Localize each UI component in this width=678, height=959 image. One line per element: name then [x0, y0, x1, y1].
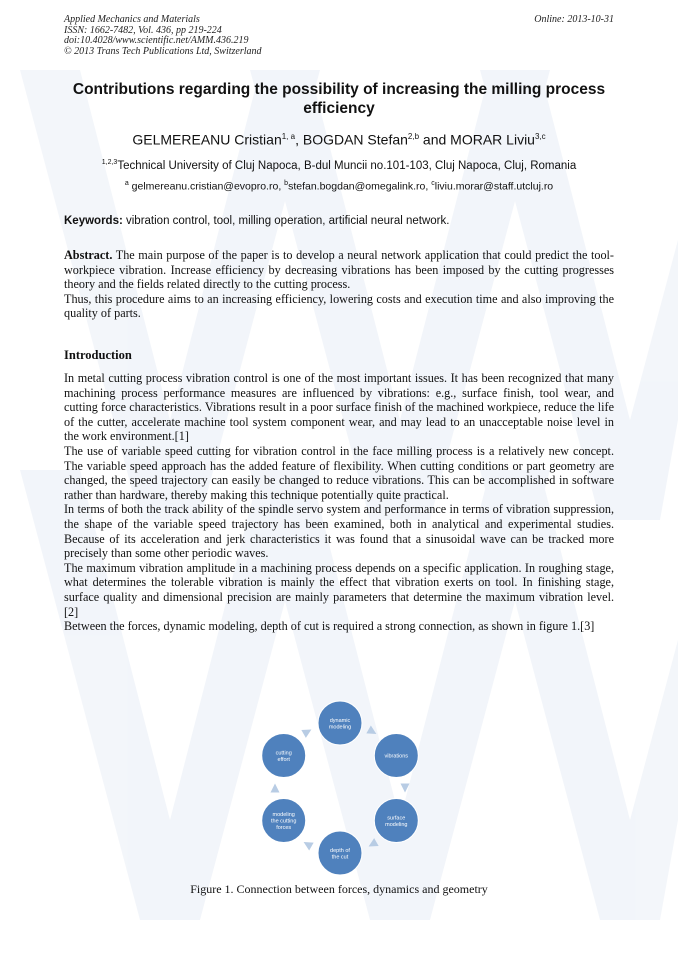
- email-link[interactable]: liviu.morar@staff.utcluj.ro: [434, 180, 554, 193]
- cycle-node: [318, 831, 362, 875]
- cycle-node: [374, 734, 418, 778]
- author-separator: and: [419, 131, 451, 148]
- cycle-node-label: the cut: [331, 854, 349, 861]
- cycle-node-label: modeling: [385, 821, 408, 828]
- author-affiliation-marker: 1, a: [281, 132, 296, 141]
- cycle-node-label: modeling: [272, 812, 295, 818]
- cycle-node-label: effort: [277, 756, 290, 763]
- abstract-paragraph: Thus, this procedure aims to an increasing efficiency, lowering costs and execution time and also improving the quality of parts.: [64, 291, 614, 321]
- affiliation: [40, 156, 638, 173]
- cycle-node-label: depth of: [330, 847, 350, 854]
- introduction-body: [64, 371, 614, 634]
- keywords-label: Keywords:: [64, 215, 123, 227]
- body-paragraph: The use of variable speed cutting for vibration control in the face milling process is a relatively new concept. The variable speed approach has the added feature of flexibility. When cutting conditions or part geometry are changed, the speed trajectory can easily be changed to reduce vibrations. This can be accomplished in software rather than hardware, thereby making this technique potentially quite practical.: [64, 443, 614, 502]
- body-paragraph: Between the forces, dynamic modeling, depth of cut is required a strong connection, as shown in figure 1.[3]: [64, 619, 595, 634]
- cycle-arrow: [366, 726, 376, 734]
- email-marker: c: [431, 180, 435, 187]
- cycle-node-label: cutting: [275, 750, 292, 757]
- body-paragraph: In metal cutting process vibration control is one of the most important issues. It has been recognized that many machining process performance measures are influenced by vibrations: e.g., surface finish, tool wear, and cutting force characteristics. Vibrations result in a poor surface finish of the machined workpiece, reduce the life of the cutter, accelerate machine tool system component wear, and may lead to an unacceptable noise level in the work environment.[1]: [64, 371, 614, 444]
- cycle-arrow: [301, 729, 311, 737]
- author-name: MORAR Liviu: [450, 131, 535, 148]
- cycle-node-label: modeling: [328, 724, 352, 731]
- doi-line: doi:10.4028/www.scientific.net/AMM.436.219: [64, 35, 249, 46]
- abstract-label: Abstract.: [64, 248, 113, 262]
- email-link[interactable]: gelmereanu.cristian@evopro.ro,: [128, 180, 285, 193]
- author-name: BOGDAN Stefan: [302, 131, 408, 148]
- author-name: GELMEREANU Cristian: [132, 131, 282, 148]
- cycle-node-label: surface: [387, 815, 406, 822]
- abstract-paragraph: [64, 248, 614, 292]
- cycle-arrow: [271, 784, 280, 793]
- cycle-node-label: the cutting: [271, 818, 297, 825]
- cycle-node-label: dynamic: [329, 717, 351, 724]
- keywords-text: vibration control, tool, milling operation, artificial neural network.: [122, 215, 450, 227]
- journal-header: [64, 15, 262, 57]
- cycle-arrow: [401, 784, 410, 793]
- cycle-diagram: [240, 700, 440, 875]
- cycle-node: [374, 799, 418, 843]
- author-affiliation-marker: 2,b: [407, 132, 420, 141]
- email-marker: a: [124, 180, 129, 187]
- affiliation-text: Technical University of Cluj Napoca, B-dul Muncii no.101-103, Cluj Napoca, Cluj, Romania: [117, 159, 577, 172]
- cycle-node-label: vibrations: [384, 753, 409, 760]
- email-link[interactable]: stefan.bogdan@omegalink.ro,: [288, 180, 432, 193]
- issn-line: ISSN: 1662-7482, Vol. 436, pp 219-224: [64, 24, 222, 36]
- author-list: [40, 128, 638, 149]
- author-emails: [30, 177, 648, 194]
- body-paragraph: In terms of both the track ability of the spindle servo system and performance in terms of vibration suppression, the shape of the variable speed trajectory has been examined, both in analytical and experimental studies. Because of its acceleration and jerk characteristics it was found that a sinusoidal wave can be tracked more precisely than some other periodic waves.: [64, 502, 614, 561]
- cycle-arrow: [304, 842, 314, 850]
- cycle-node-label: forces: [276, 825, 292, 831]
- copyright-line: © 2013 Trans Tech Publications Ltd, Switzerland: [64, 45, 262, 57]
- cycle-node: [318, 701, 362, 745]
- journal-name: Applied Mechanics and Materials: [64, 14, 200, 25]
- cycle-node: [262, 734, 306, 778]
- cycle-node: [262, 799, 306, 843]
- affiliation-marker: 1,2,3: [101, 159, 118, 166]
- body-paragraph: The maximum vibration amplitude in a machining process depends on a specific application. In roughing stage, what determines the tolerable vibration is mainly the effect that vibration exerts on tool. In finishing stage, surface quality and dimensional precision are mainly parameters that determine the maximum vibration level. [2]: [64, 560, 614, 619]
- abstract: [64, 248, 614, 321]
- cycle-arrow: [369, 838, 379, 846]
- keywords: [64, 214, 616, 228]
- paper-title: Contributions regarding the possibility of increasing the milling process efficiency: [72, 81, 606, 117]
- abstract-text: The main purpose of the paper is to develop a neural network application that could predict the tool-workpiece vibration. Increase efficiency by decreasing vibrations has been imposed by the cutting progresses theory and the fields related directly to the cutting process.: [64, 248, 614, 292]
- online-date: Online: 2013-10-31: [534, 14, 614, 25]
- author-separator: ,: [295, 131, 303, 148]
- figure-caption: Figure 1. Connection between forces, dynamics and geometry: [190, 882, 488, 896]
- author-affiliation-marker: 3,c: [534, 132, 546, 141]
- email-marker: b: [284, 180, 289, 187]
- section-heading: Introduction: [64, 348, 132, 362]
